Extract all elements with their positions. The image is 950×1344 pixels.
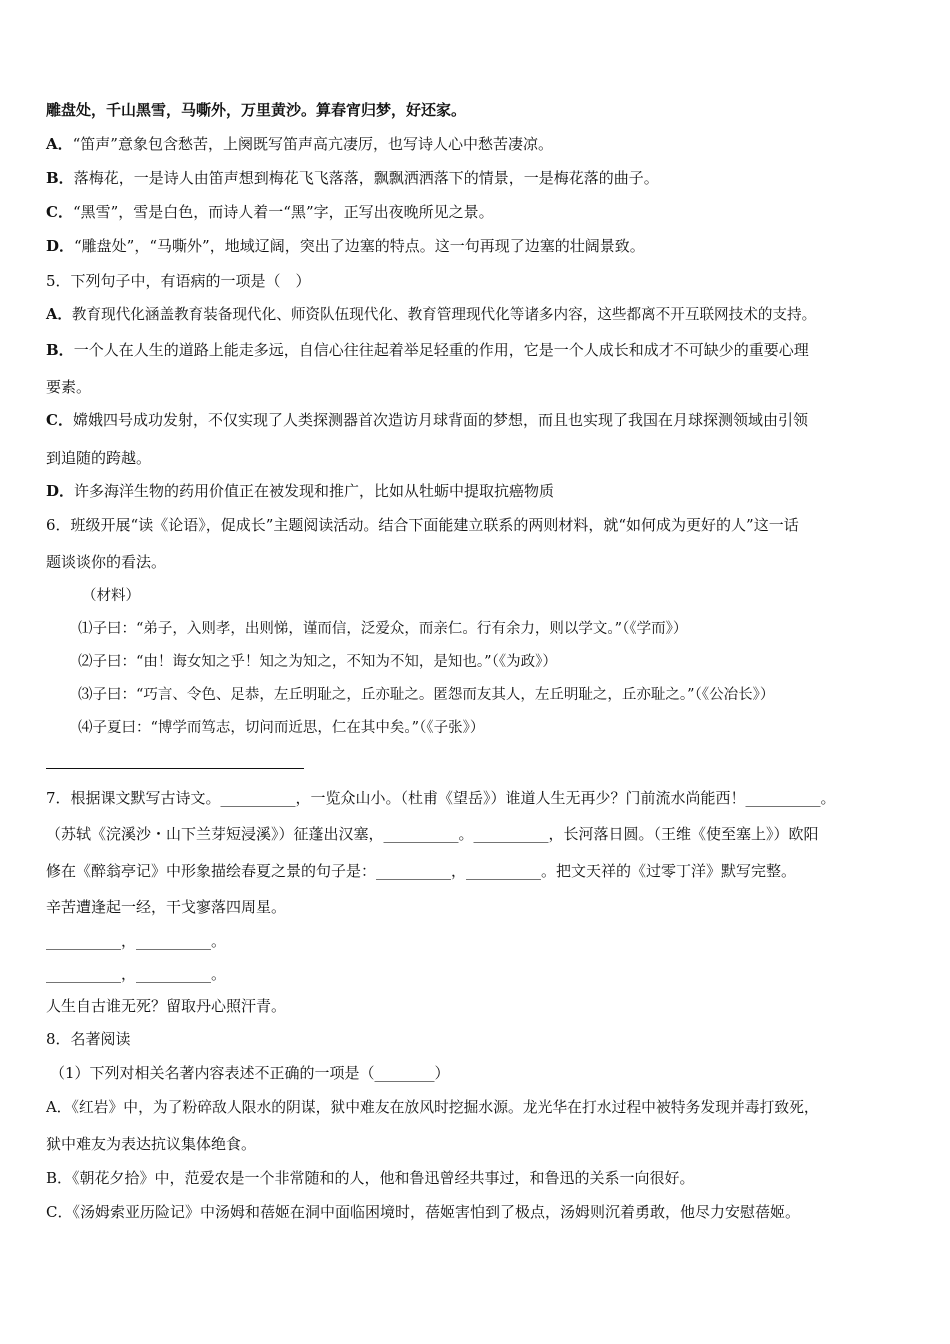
q8-option-c: C．《汤姆索亚历险记》中汤姆和蓓姬在洞中面临困境时，蓓姬害怕到了极点，汤姆则沉着勇敢，他尽力安慰蓓姬。 (46, 1203, 800, 1221)
q8-sub1-stem: （1）下列对相关名著内容表述不正确的一项是（________） (50, 1064, 450, 1082)
q6-answer-line (46, 768, 304, 769)
q7-line7: 人生自古谁无死？留取丹心照汗青。 (46, 997, 287, 1015)
q4-option-d (46, 236, 645, 256)
q7-line3: 修在《醉翁亭记》中形象描绘春夏之景的句子是：__________，__________。把文天祥的《过零丁洋》默写完整。 (46, 862, 797, 880)
q4-poem-tail: 雕盘处，千山黑雪，马嘶外，万里黄沙。算春宵归梦，好还家。 (46, 101, 467, 119)
q7-blank-line6: __________，__________。 (46, 965, 227, 983)
q5-option-b-cont: 要素。 (46, 378, 92, 396)
option-label: D． (46, 482, 75, 500)
q6-material-title: （材料） (82, 588, 140, 604)
q4-option-b (46, 168, 659, 188)
q7-line2: （苏轼《浣溪沙・山下兰芽短浸溪》）征蓬出汉塞，__________。__________，长河落日圆。（王维《使至塞上》）欧阳 (46, 825, 819, 843)
option-label: C． (46, 411, 73, 429)
q8-title: 8．名著阅读 (46, 1030, 131, 1048)
option-text: 教育现代化涵盖教育装备现代化、师资队伍现代化、教育管理现代化等诸多内容，这些都离不开互联网技术的支持。 (71, 306, 817, 323)
option-label: D． (46, 237, 75, 255)
q6-material-2: ⑵子曰：“由！诲女知之乎！知之为知之，不知为不知，是知也。”（《为政》） (78, 654, 557, 670)
q7-line1: 7．根据课文默写古诗文。__________，一览众山小。（杜甫《望岳》）谁道人生无再少？门前流水尚能西！__________。 (46, 789, 836, 807)
q7-blank-line5: __________，__________。 (46, 932, 227, 950)
q6-stem-line1: 6．班级开展“读《论语》，促成长”主题阅读活动。结合下面能建立联系的两则材料，就“如何成为更好的人”这一话 (46, 516, 799, 534)
option-text: “笛声”意象包含愁苦，上阕既写笛声高亢凄厉，也写诗人心中愁苦凄凉。 (72, 135, 553, 153)
q6-stem-line2: 题谈谈你的看法。 (46, 553, 167, 571)
q5-option-a (46, 305, 816, 325)
option-label: B． (46, 341, 74, 359)
q8-option-a-cont: 狱中难友为表达抗议集体绝食。 (46, 1135, 257, 1153)
q8-option-b: B．《朝花夕拾》中，范爱农是一个非常随和的人，他和鲁迅曾经共事过，和鲁迅的关系一向很好。 (46, 1169, 695, 1187)
option-label: B． (46, 169, 74, 187)
q5-stem: 5．下列句子中，有语病的一项是（ ） (46, 272, 311, 290)
q5-option-c-cont: 到追随的跨越。 (46, 449, 152, 467)
q7-line4: 辛苦遭逢起一经，干戈寥落四周星。 (46, 898, 287, 916)
q5-option-c (46, 410, 808, 430)
q4-option-a (46, 134, 553, 154)
q5-option-d (46, 481, 554, 501)
q8-option-a: A．《红岩》中，为了粉碎敌人限水的阴谋，狱中难友在放风时挖掘水源。龙光华在打水过程中被特务发现并毒打致死， (46, 1099, 819, 1116)
q6-material-3: ⑶子曰：“巧言、令色、足恭，左丘明耻之，丘亦耻之。匿怨而友其人，左丘明耻之，丘亦耻之。”（《公冶长》） (78, 687, 775, 703)
option-text: 许多海洋生物的药用价值正在被发现和推广，比如从牡蛎中提取抗癌物质 (74, 482, 555, 500)
q6-material-1: ⑴子曰：“弟子，入则孝，出则悌，谨而信，泛爱众，而亲仁。行有余力，则以学文。”（《学而》） (78, 621, 688, 637)
q6-material-4: ⑷子夏曰：“博学而笃志，切问而近思，仁在其中矣。”（《子张》） (78, 720, 485, 736)
q5-option-b (46, 340, 809, 360)
option-text: “雕盘处”，“马嘶外”，地域辽阔，突出了边塞的特点。这一句再现了边塞的壮阔景致。 (74, 237, 645, 255)
option-label: A． (46, 135, 73, 153)
q4-option-c (46, 202, 494, 222)
option-label: C． (46, 203, 73, 221)
option-label: A． (46, 306, 72, 323)
option-text: 一个人在人生的道路上能走多远，自信心往往起着举足轻重的作用，它是一个人成长和成才不可缺少的重要心理 (73, 341, 809, 359)
option-text: 嫦娥四号成功发射，不仅实现了人类探测器首次造访月球背面的梦想，而且也实现了我国在月球探测领域由引领 (72, 411, 808, 429)
option-text: “黑雪”，雪是白色，而诗人着一“黑”字，正写出夜晚所见之景。 (72, 203, 494, 221)
option-text: 落梅花，一是诗人由笛声想到梅花飞飞落落，飘飘洒洒落下的情景，一是梅花落的曲子。 (73, 169, 659, 187)
